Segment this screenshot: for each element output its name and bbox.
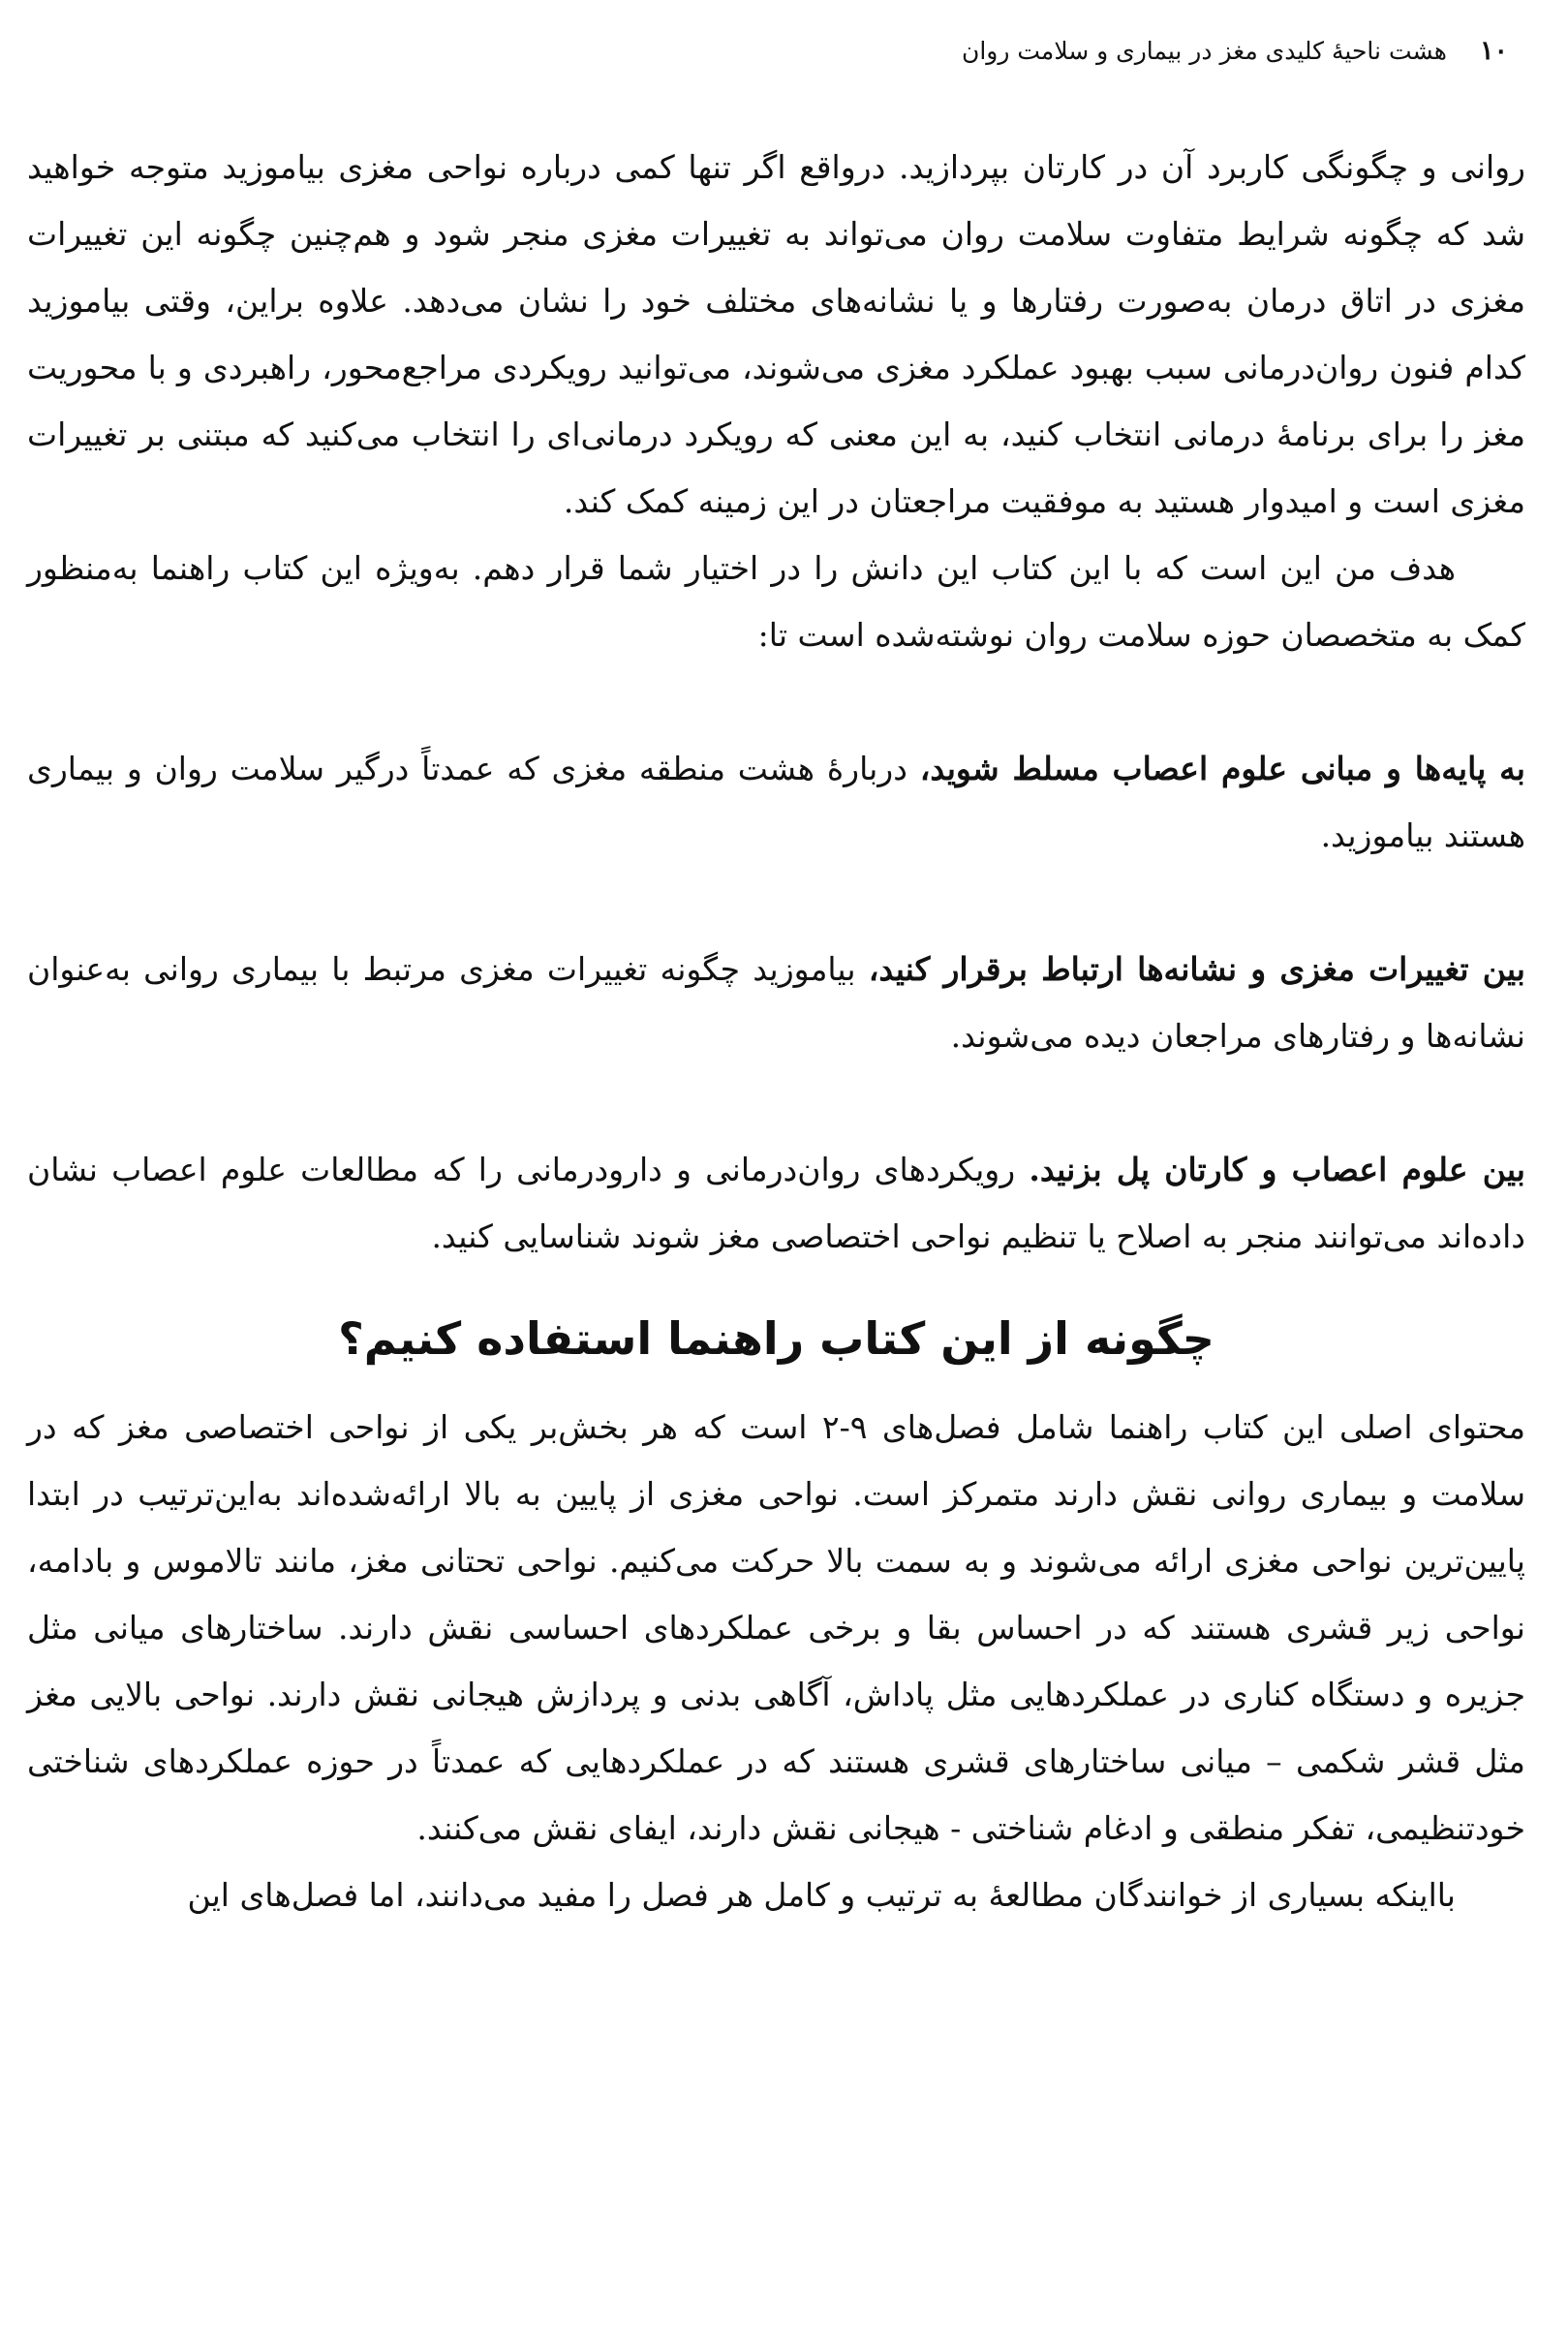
intro-paragraph-1: روانی و چگونگی کاربرد آن در کارتان بپردازید. درواقع اگر تنها کمی درباره نواحی مغزی بیاموزید متوجه خواهید شد که چگونه شرایط متفاوت سلامت روان می‌تواند به تغییرات مغزی منجر شود و هم‌چنین چگونه این تغییرات مغزی در اتاق درمان به‌صورت رفتارها و یا نشانه‌های مختلف خود را نشان می‌دهد. علاوه براین، وقتی بیاموزید کدام فنون روان‌درمانی سبب بهبود عملکرد مغزی می‌شوند، می‌توانید رویکردی مراجع‌محور، راهبردی و با محوریت مغز را برای برنامهٔ درمانی انتخاب کنید، به این معنی که رویکرد درمانی‌ای را انتخاب می‌کنید که مبتنی بر تغییرات مغزی است و امیدوار هستید به موفقیت مراجعتان در این زمینه کمک کند. — [27, 148, 1525, 520]
goal-item-3 — [27, 1136, 1525, 1270]
section-heading: چگونه از این کتاب راهنما استفاده کنیم؟ — [338, 1312, 1214, 1365]
goal-item-3-text: رویکردهای روان‌درمانی و دارودرمانی را که مطالعات علوم اعصاب نشان داده‌اند می‌توانند منجر به اصلاح یا تنظیم نواحی اختصاصی مغز شوند شناسایی کنید. — [27, 1151, 1525, 1255]
goal-item-1-text: دربارهٔ هشت منطقه مغزی که عمدتاً درگیر سلامت روان و بیماری هستند بیاموزید. — [27, 750, 1525, 854]
page-content — [27, 134, 1525, 1928]
running-header — [43, 29, 1508, 72]
goal-item-3-bold: بین علوم اعصاب و کارتان پل بزنید. — [1029, 1151, 1525, 1188]
goal-item-1 — [27, 735, 1525, 869]
intro-paragraph-2: هدف من این است که با این کتاب این دانش را در اختیار شما قرار دهم. به‌ویژه این کتاب راهنما به‌منظور کمک به متخصصان حوزه سلامت روان نوشته‌شده است تا: — [27, 549, 1525, 654]
section-paragraph-2: بااینکه بسیاری از خوانندگان مطالعهٔ به ترتیب و کامل هر فصل را مفید می‌دانند، اما فصل‌های این — [187, 1876, 1456, 1914]
goal-item-2-bold: بین تغییرات مغزی و نشانه‌ها ارتباط برقرار کنید، — [868, 950, 1525, 988]
section-paragraph-1: محتوای اصلی این کتاب راهنما شامل فصل‌های ۹-۲ است که هر بخش‌بر یکی از نواحی اختصاصی مغز که در سلامت و بیماری روانی نقش دارند متمرکز است. نواحی مغزی از پایین به بالا ارائه‌شده‌اند به‌این‌ترتیب در ابتدا پایین‌ترین نواحی مغزی ارائه می‌شوند و به سمت بالا حرکت می‌کنیم. نواحی تحتانی مغز، مانند تالاموس و بادامه، نواحی زیر قشری هستند که در احساس بقا و برخی عملکردهای احساسی نقش دارند. ساختارهای میانی مثل جزیره و دستگاه کناری در عملکردهایی مثل پاداش، آگاهی بدنی و پردازش هیجانی نقش دارند. نواحی بالایی مغز مثل قشر شکمی – میانی ساختارهای قشری هستند که در عملکردهایی که عمدتاً در حوزه عملکردهای شناختی خودتنظیمی، تفکر منطقی و ادغام شناختی - هیجانی نقش دارند، ایفای نقش می‌کنند. — [27, 1408, 1526, 1847]
spacer — [27, 668, 1525, 735]
goal-item-2-text: بیاموزید چگونه تغییرات مغزی مرتبط با بیماری روانی به‌عنوان نشانه‌ها و رفتارهای مراجعان دیده می‌شوند. — [27, 950, 1525, 1055]
spacer — [27, 1069, 1525, 1136]
running-title: هشت ناحیهٔ کلیدی مغز در بیماری و سلامت روان — [961, 36, 1447, 65]
goal-item-1-bold: به پایه‌ها و مبانی علوم اعصاب مسلط شوید، — [919, 750, 1525, 787]
page-number: ۱۰ — [1479, 35, 1508, 66]
spacer — [27, 869, 1525, 936]
goal-item-2 — [27, 936, 1525, 1069]
